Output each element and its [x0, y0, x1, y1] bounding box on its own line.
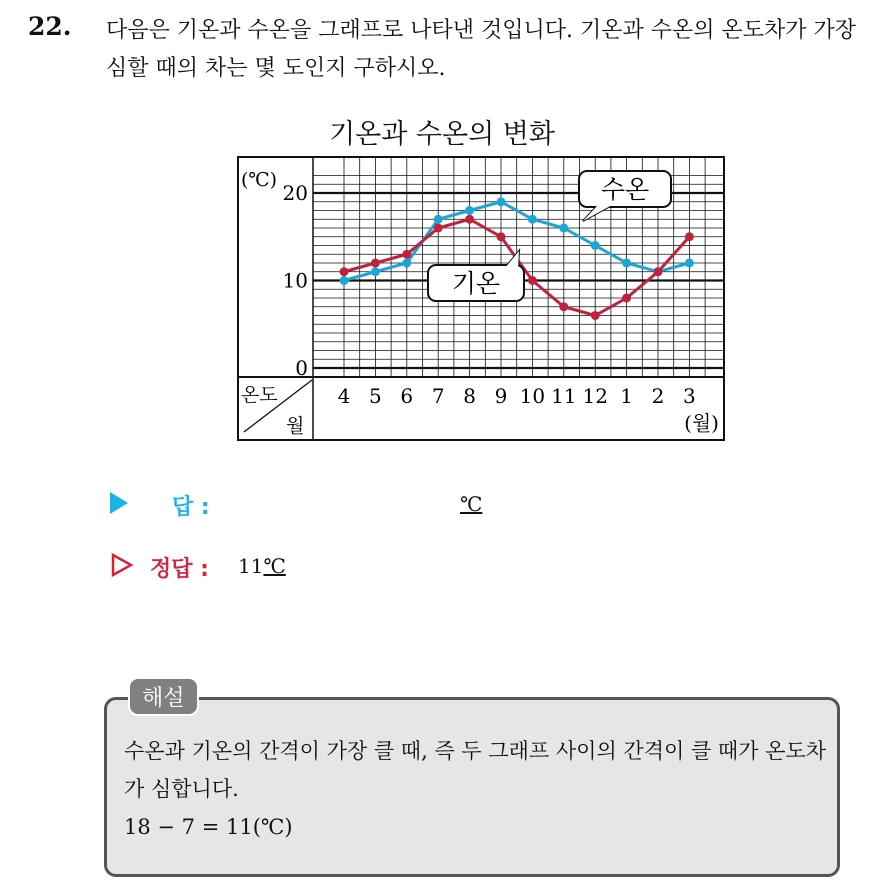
y-tick-label: 10	[282, 268, 308, 293]
answer-row	[110, 490, 483, 520]
answer-unit: ℃	[460, 492, 483, 516]
question-number: 22.	[28, 12, 72, 41]
data-point	[497, 197, 506, 206]
x-tick-label: 12	[582, 384, 608, 408]
data-point	[591, 241, 600, 250]
answer-label: 답 :	[172, 495, 210, 520]
x-tick-label: 5	[369, 384, 382, 408]
corner-top-label: 온도	[241, 384, 278, 406]
data-point	[371, 267, 380, 276]
data-point	[685, 259, 694, 268]
data-point	[434, 224, 443, 233]
outline-triangle-icon	[110, 552, 134, 578]
explanation-line-1: 수온과 기온의 간격이 가장 클 때, 즉 두 그래프 사이의 간격이 클 때가 온도차가 심합니다.	[124, 739, 827, 801]
y-axis-unit: (℃)	[241, 169, 278, 191]
x-tick-label: 7	[431, 384, 445, 408]
data-point	[402, 259, 411, 268]
x-tick-label: 9	[494, 384, 508, 408]
data-point	[559, 224, 568, 233]
data-point	[528, 276, 537, 285]
data-point	[654, 267, 663, 276]
x-tick-label: 11	[551, 384, 577, 408]
data-point	[685, 232, 694, 241]
data-point	[497, 232, 506, 241]
data-point	[465, 215, 474, 224]
chart-title: 기온과 수온의 변화	[329, 119, 555, 150]
data-point	[622, 259, 631, 268]
data-point	[340, 276, 349, 285]
data-point	[340, 267, 349, 276]
question-text: 다음은 기온과 수온을 그래프로 나타낸 것입니다. 기온과 수온의 온도차가 가장 심할 때의 차는 몇 도인지 구하시오.	[106, 18, 856, 81]
x-axis-unit: (월)	[684, 411, 719, 435]
x-tick-label: 10	[519, 384, 546, 408]
data-point	[591, 311, 600, 320]
data-point	[402, 250, 411, 259]
data-point	[371, 259, 380, 268]
y-tick-label: 0	[295, 356, 308, 380]
explanation-tag: 해설	[128, 677, 199, 716]
data-point	[622, 294, 631, 303]
explanation-text	[124, 732, 834, 846]
x-tick-label: 4	[337, 384, 351, 408]
y-tick-label: 20	[282, 181, 308, 205]
x-tick-label: 8	[463, 384, 476, 408]
air-callout-text: 기온	[451, 269, 501, 298]
x-tick-label: 2	[651, 384, 665, 408]
correct-answer-row	[110, 552, 286, 582]
corner-bottom-label: 월	[286, 415, 305, 437]
play-triangle-icon	[110, 492, 128, 514]
correct-answer-value: 11℃	[238, 554, 286, 578]
data-point	[434, 215, 443, 224]
x-tick-label: 3	[683, 384, 696, 408]
correct-answer-label: 정답 :	[150, 557, 209, 582]
x-tick-label: 6	[400, 384, 414, 408]
data-point	[465, 206, 474, 215]
explanation-line-2: 18 − 7 = 11(℃)	[124, 815, 293, 839]
x-tick-label: 1	[620, 384, 633, 408]
data-point	[528, 215, 537, 224]
data-point	[559, 302, 568, 311]
water-callout-text: 수온	[600, 175, 650, 204]
